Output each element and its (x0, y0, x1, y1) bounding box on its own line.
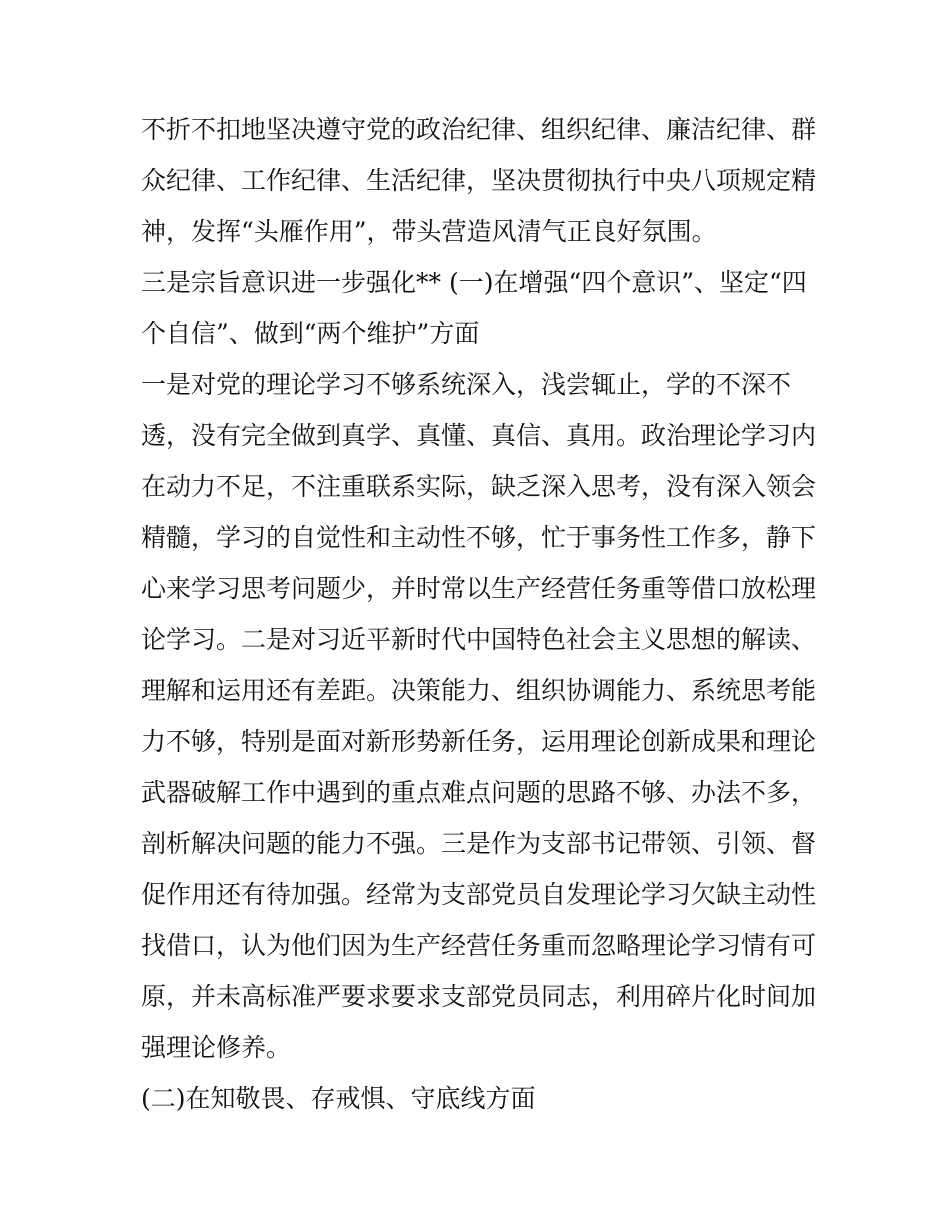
text-line: 三是宗旨意识进一步强化** (一)在增强“四个意识”、坚定“四 (141, 268, 807, 297)
text-line: 精髓，学习的自觉性和主动性不够，忙于事务性工作多，静下 (141, 523, 817, 552)
text-line: 个自信”、做到“两个维护”方面 (141, 319, 480, 348)
text-line: 找借口，认为他们因为生产经营任务重而忽略理论学习情有可 (141, 931, 817, 960)
text-line: 神，发挥“头雁作用”，带头营造风清气正良好氛围。 (141, 217, 717, 246)
text-line: 剖析解决问题的能力不强。三是作为支部书记带领、引领、督 (141, 829, 817, 858)
document-body (141, 104, 821, 1124)
text-line: 不折不扣地坚决遵守党的政治纪律、组织纪律、廉洁纪律、群 (141, 115, 817, 144)
text-line: (二)在知敬畏、存戒惧、守底线方面 (141, 1084, 536, 1113)
text-line: 力不够，特别是面对新形势新任务，运用理论创新成果和理论 (141, 727, 817, 756)
text-line: 理解和运用还有差距。决策能力、组织协调能力、系统思考能 (141, 676, 817, 705)
text-line: 促作用还有待加强。经常为支部党员自发理论学习欠缺主动性 (141, 880, 817, 909)
text-line: 武器破解工作中遇到的重点难点问题的思路不够、办法不多， (141, 778, 817, 807)
text-line: 强理论修养。 (141, 1033, 292, 1062)
paragraph-discipline (141, 104, 821, 257)
text-line: 一是对党的理论学习不够系统深入，浅尝辄止，学的不深不 (141, 370, 792, 399)
text-line: 透，没有完全做到真学、真懂、真信、真用。政治理论学习内 (141, 421, 817, 450)
text-line: 众纪律、工作纪律、生活纪律，坚决贯彻执行中央八项规定精 (141, 166, 817, 195)
text-line: 心来学习思考问题少，并时常以生产经营任务重等借口放松理 (141, 574, 817, 603)
text-line: 原，并未高标准严要求要求支部党员同志，利用碎片化时间加 (141, 982, 817, 1011)
text-line: 在动力不足，不注重联系实际，缺乏深入思考，没有深入领会 (141, 472, 817, 501)
section-heading-2 (141, 1073, 821, 1124)
section-heading-1 (141, 257, 821, 359)
text-line: 论学习。二是对习近平新时代中国特色社会主义思想的解读、 (141, 625, 817, 654)
paragraph-theory-study (141, 359, 821, 1073)
